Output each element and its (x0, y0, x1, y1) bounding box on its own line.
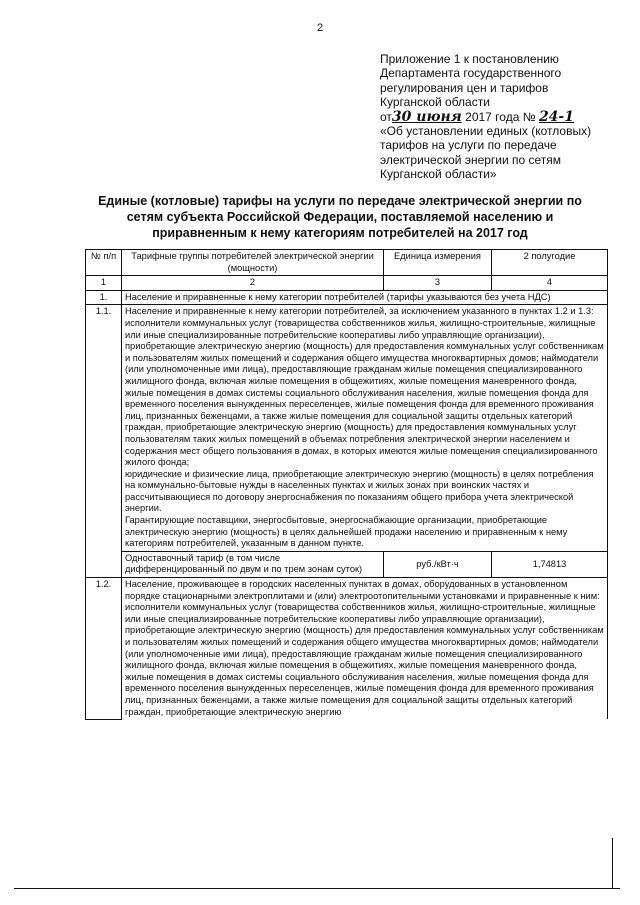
tariff-table (85, 249, 608, 720)
paragraph: Гарантирующие поставщики, энергосбытовые, энергоснабжающие организации, приобретающие электрическую энергию (мощность) в целях дальнейшей продажи населению и приравненным к нему категориям потребителей, указанным в данном пункте. (125, 515, 568, 549)
row-text (122, 305, 608, 551)
appendix-line: регулирования цен и тарифов (380, 80, 549, 95)
title-line: приравненным к нему категориям потребителей на 2017 год (152, 226, 528, 240)
table-index-row (86, 276, 608, 291)
year-text: 2017 года № (465, 109, 536, 124)
paragraph: исполнители коммунальных услуг (товарищества собственников жилья, жилищно-строительные, жилищные или иные специализированные потребительские кооперативы либо управляющие организации), приобретающие электрическую энергию (мощность) для предоставления коммунальных услуг собственникам и пользователям жилых помещений и содержания общего имущества многоквартирных домов; наймодатели (или уполномоченные ими лица), предоставляющие гражданам жилые помещения специализированного жилищного фонда, включая жилые помещения в общежитиях, жилые помещения маневренного фонда, жилые помещения в домах системы социального обслуживания населения, жилые помещения фонда для временного поселения вынужденных переселенцев, жилые помещения фонда для временного проживания лиц, признанных беженцами, а также жилые помещения для социальной защиты отдельных категорий граждан, приобретающие электрическую энергию (мощность) для предоставления коммунальных услуг пользователям таких жилых помещений в объемах потребления электрической энергии населением и содержания мест общего пользования в домах, в которых имеются жилые помещения специализированного жилого фонда; (125, 317, 604, 468)
paragraph: юридические и физические лица, приобретающие электрическую энергию (мощность) в целях потребления на коммунально-бытовые нужды в населенных пунктах и жилых зонах при воинских частях и рассчитывающиеся по договору энергоснабжения по показаниям общего прибора учета электрической энергии. (125, 468, 594, 514)
appendix-line: Курганской области (380, 95, 490, 110)
row-text: Население и приравненные к нему категории потребителей (тарифы указываются без учета НДС) (122, 290, 608, 305)
paragraph: Население и приравненные к нему категории потребителей, за исключением указанного в пунктах 1.2 и 1.3: (125, 306, 594, 317)
table-row (86, 578, 608, 720)
tariff-value: 1,74813 (492, 551, 608, 577)
appendix-line: «Об установлении единых (котловых) (380, 124, 592, 139)
page-bottom-line (14, 888, 620, 889)
appendix-line: тарифов на услуги по передаче (380, 138, 557, 153)
table-row (86, 290, 608, 305)
paragraph: Население, проживающее в городских населенных пунктах в домах, оборудованных в установленном порядке стационарными электроплитами и (или) электроотопительными установками и приравненные к ним: (125, 579, 600, 601)
tariff-unit: руб./кВт·ч (384, 551, 492, 577)
index-cell: 4 (492, 276, 608, 291)
appendix-date-line (380, 110, 610, 124)
page-number: 2 (316, 22, 324, 34)
index-cell: 2 (122, 276, 384, 291)
header-groups: Тарифные группы потребителей электрической энергии (мощности) (122, 250, 384, 276)
date-prefix: от (380, 109, 392, 124)
handwritten-date: 30 июня (391, 108, 462, 125)
title-line: сетям субъекта Российской Федерации, поставляемой населению и (126, 210, 554, 224)
appendix-line: Департамента государственного (380, 66, 562, 81)
appendix-line: электрической энергии по сетям (380, 152, 562, 167)
appendix-line: Курганской области» (380, 167, 497, 182)
index-cell: 1 (86, 276, 122, 291)
paragraph: исполнители коммунальных услуг (товарищества собственников жилья, жилищно-строительные, жилищные или иные специализированные потребительские кооперативы либо управляющие организации), приобретающие электрическую энергию (мощность) для предоставления коммунальных услуг собственникам и пользователям жилых помещений и содержания общего имущества многоквартирных домов; наймодатели (или уполномоченные ими лица), предоставляющие гражданам жилые помещения специализированного жилищного фонда, включая жилые помещения в общежитиях, жилые помещения маневренного фонда, жилые помещения в домах системы социального обслуживания населения, жилые помещения фонда для временного поселения вынужденных переселенцев, жилые помещения фонда для временного проживания лиц, признанных беженцами, а также жилые помещения для социальной защиты отдельных категорий граждан, приобретающие электрическую энергию (125, 602, 604, 717)
header-half: 2 полугодие (492, 250, 608, 276)
handwritten-number: 24-1 (538, 108, 574, 125)
title-line: Единые (котловые) тарифы на услуги по передаче электрической энергии по (98, 194, 582, 208)
table-row (86, 305, 608, 551)
row-number: 1.1. (86, 305, 122, 578)
index-cell: 3 (384, 276, 492, 291)
tariff-value-row (86, 551, 608, 577)
header-num: № п/п (86, 250, 122, 276)
appendix-block (380, 52, 610, 182)
row-number: 1. (86, 290, 122, 305)
row-number: 1.2. (86, 578, 122, 720)
header-unit: Единица измерения (384, 250, 492, 276)
document-title (70, 193, 610, 241)
appendix-line: Приложение 1 к постановлению (380, 52, 559, 66)
tariff-label: Одноставочный тариф (в том числе дифференцированный по двум и по трем зонам суток) (122, 551, 384, 577)
row-text (122, 578, 608, 720)
table-header-row (86, 250, 608, 276)
right-border-line (612, 838, 613, 888)
